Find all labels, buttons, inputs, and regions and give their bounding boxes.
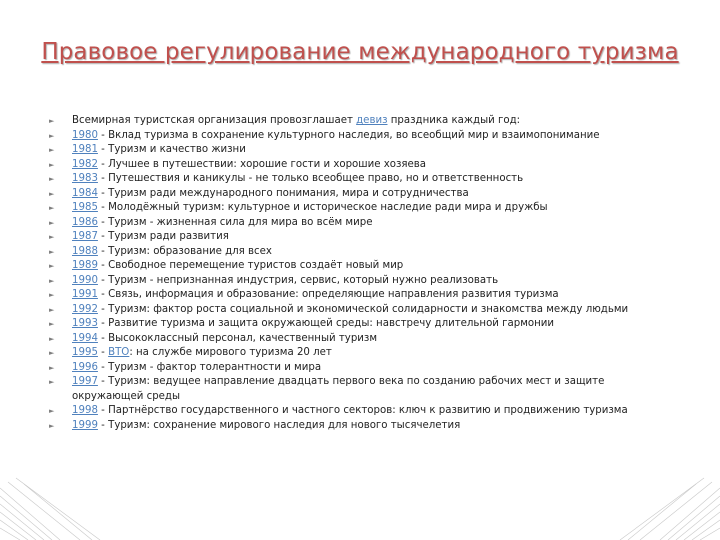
motto-text: - Туризм ради международного понимания, мира и сотрудничества [97, 187, 469, 199]
list-item-1996 [49, 361, 649, 376]
year-link[interactable]: 1986 [72, 216, 98, 228]
list-item-intro [49, 114, 649, 129]
motto-text: - Туризм и качество жизни [97, 144, 246, 155]
year-link[interactable]: 1982 [72, 158, 98, 170]
list-item-1983 [49, 172, 649, 187]
year-link[interactable]: 1988 [72, 245, 98, 257]
wto-link[interactable]: ВТО [108, 347, 130, 358]
triangle-right-icon: ► [49, 247, 55, 256]
year-link[interactable]: 1989 [72, 260, 98, 271]
list-item-1984 [49, 187, 649, 202]
year-link[interactable]: 1990 [72, 274, 98, 286]
motto-text: - Туризм: ведущее направление двадцать первого века по созданию рабочих мест и защите окружающей среды [72, 376, 605, 402]
list-item-1989 [49, 259, 649, 274]
triangle-right-icon: ► [49, 305, 55, 314]
year-link[interactable]: 1995 [72, 347, 98, 358]
motto-text: - Свободное перемещение туристов создаёт новый мир [97, 260, 404, 271]
motto-text: : на службе мирового туризма 20 лет [129, 347, 332, 358]
list-item-1981 [49, 143, 649, 158]
motto-text: - Путешествия и каникулы - не только всеобщее право, но и ответственность [97, 173, 524, 184]
triangle-right-icon: ► [49, 320, 55, 328]
list-item-1995 [49, 346, 649, 361]
list-item-1988 [49, 245, 649, 260]
year-link[interactable]: 1981 [72, 144, 98, 155]
triangle-right-icon: ► [49, 189, 55, 198]
decorative-lines [0, 440, 720, 540]
triangle-right-icon: ► [49, 204, 55, 212]
year-link[interactable]: 1983 [72, 173, 98, 184]
list-item-1987 [49, 230, 649, 245]
motto-text: - Туризм: сохранение мирового наследия для нового тысячелетия [97, 419, 461, 431]
triangle-right-icon: ► [49, 407, 55, 415]
motto-text: - Молодёжный туризм: культурное и историческое наследие ради мира и дружбы [97, 202, 548, 213]
list-item-1985 [49, 201, 649, 216]
list-item-1998 [49, 404, 649, 419]
list-item-1994 [49, 332, 649, 347]
motto-text: - Вклад туризма в сохранение культурного наследия, во всеобщий мир и взаимопонимание [97, 129, 600, 141]
triangle-right-icon: ► [49, 378, 55, 386]
list-item-1982 [49, 158, 649, 173]
triangle-right-icon: ► [49, 117, 55, 125]
motto-text: - Связь, информация и образование: определяющие направления развития туризма [97, 289, 559, 300]
list-item-1990 [49, 274, 649, 289]
year-link[interactable]: 1998 [72, 405, 98, 416]
list-item-1992 [49, 303, 649, 318]
motto-text: - Высококлассный персонал, качественный туризм [97, 332, 378, 344]
intro-text-after: праздника каждый год: [387, 115, 521, 126]
year-link[interactable]: 1996 [72, 361, 98, 373]
list-item-1986 [49, 216, 649, 231]
motto-text-before: - [97, 347, 109, 358]
triangle-right-icon: ► [49, 175, 55, 183]
year-link[interactable]: 1993 [72, 318, 98, 329]
year-link[interactable]: 1987 [72, 231, 98, 242]
triangle-right-icon: ► [49, 334, 55, 343]
motto-text: - Туризм: образование для всех [97, 245, 272, 257]
triangle-right-icon: ► [49, 291, 55, 299]
list-item-1999 [49, 419, 649, 434]
year-link[interactable]: 1994 [72, 332, 98, 344]
triangle-right-icon: ► [49, 276, 55, 285]
motto-text: - Развитие туризма и защита окружающей среды: навстречу длительной гармонии [97, 318, 555, 329]
triangle-right-icon: ► [49, 349, 55, 357]
motto-link[interactable]: девиз [356, 115, 388, 126]
list-item-1980 [49, 129, 649, 144]
motto-text: - Туризм ради развития [97, 231, 229, 242]
festival-mottos-list [49, 114, 649, 433]
triangle-right-icon: ► [49, 160, 55, 169]
triangle-right-icon: ► [49, 233, 55, 241]
slide-title: Правовое регулирование международного туризма [41, 39, 679, 65]
list-item-1993 [49, 317, 649, 332]
motto-text: - Партнёрство государственного и частного секторов: ключ к развитию и продвижению туризма [97, 405, 628, 416]
motto-text: - Туризм - жизненная сила для мира во всём мире [97, 216, 373, 228]
year-link[interactable]: 1991 [72, 289, 98, 300]
year-link[interactable]: 1997 [72, 376, 98, 387]
year-link[interactable]: 1999 [72, 419, 98, 431]
motto-text: - Туризм - непризнанная индустрия, сервис, который нужно реализовать [97, 274, 499, 286]
triangle-right-icon: ► [49, 146, 55, 154]
motto-text: - Лучшее в путешествии: хорошие гости и хорошие хозяева [97, 158, 427, 170]
triangle-right-icon: ► [49, 262, 55, 270]
motto-text: - Туризм: фактор роста социальной и экономической солидарности и знакомства между людьми [97, 303, 629, 315]
triangle-right-icon: ► [49, 421, 55, 430]
intro-text-before: Всемирная туристская организация провозглашает [72, 115, 357, 126]
year-link[interactable]: 1992 [72, 303, 98, 315]
list-item-1991 [49, 288, 649, 303]
year-link[interactable]: 1984 [72, 187, 98, 199]
motto-text: - Туризм - фактор толерантности и мира [97, 361, 322, 373]
triangle-right-icon: ► [49, 131, 55, 140]
year-link[interactable]: 1980 [72, 129, 98, 141]
list-item-1997 [49, 375, 649, 404]
triangle-right-icon: ► [49, 363, 55, 372]
year-link[interactable]: 1985 [72, 202, 98, 213]
triangle-right-icon: ► [49, 218, 55, 227]
